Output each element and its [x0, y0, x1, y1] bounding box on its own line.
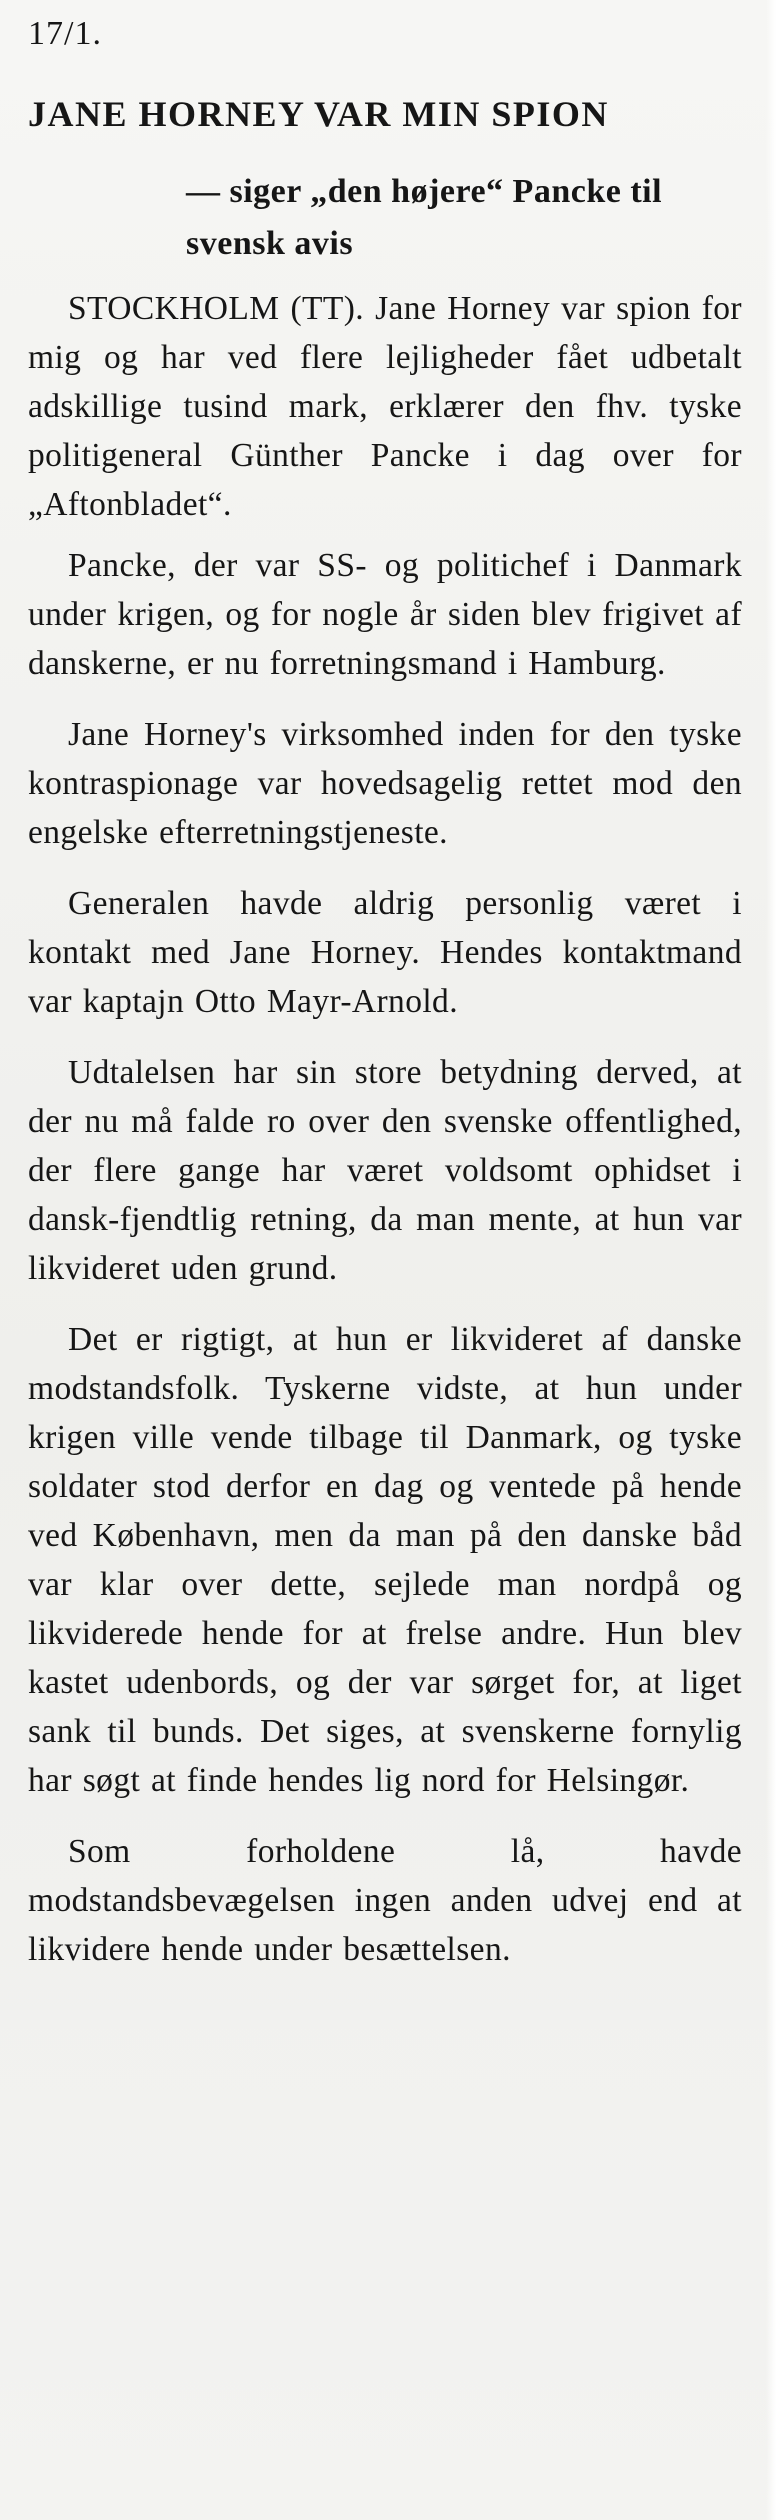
article-paragraph: Som forholdene lå, havde modstandsbevægelsen ingen anden udvej end at likvidere hende under besættelsen. — [28, 1833, 742, 1968]
article-paragraph: Jane Horney's virksomhed inden for den tyske kontraspionage var hovedsagelig rettet mod den engelske efterretningstjeneste. — [28, 716, 742, 851]
headline: JANE HORNEY VAR MIN SPION — [28, 94, 609, 134]
article-paragraph: Det er rigtigt, at hun er likvideret af danske modstandsfolk. Tyskerne vidste, at hun under krigen ville vende tilbage til Danmark, og tyske soldater stod derfor en dag og ventede på hende ved København, men da man på den danske båd var klar over dette, sejlede man nordpå og likviderede hende for at frelse andre. Hun blev kastet udenbords, og der var sørget for, at liget sank til bunds. Det siges, at svenskerne fornylig har søgt at finde hendes lig nord for Helsingør. — [28, 1321, 742, 1799]
clipping-date: 17/1. — [28, 15, 102, 52]
article-paragraph: Udtalelsen har sin store betydning derved, at der nu må falde ro over den svenske offentlighed, der flere gange har været voldsomt ophidset i dansk-fjendtlig retning, da man mente, at hun var likvideret uden grund. — [28, 1054, 742, 1287]
article-paragraph: Pancke, der var SS- og politichef i Danmark under krigen, og for nogle år siden blev frigivet af danskerne, er nu forretningsmand i Hamburg. — [28, 547, 742, 682]
article-body — [28, 284, 742, 1974]
article-paragraph: STOCKHOLM (TT). Jane Horney var spion for mig og har ved flere lejligheder fået udbetalt adskillige tusind mark, erklærer den fhv. tyske politigeneral Günther Pancke i dag over for „Aftonbladet“. — [28, 290, 742, 523]
subheadline: — siger „den højere“ Pancke til svensk avis — [186, 173, 663, 262]
article-paragraph: Generalen havde aldrig personlig været i kontakt med Jane Horney. Hendes kontaktmand var kaptajn Otto Mayr-Arnold. — [28, 885, 742, 1020]
